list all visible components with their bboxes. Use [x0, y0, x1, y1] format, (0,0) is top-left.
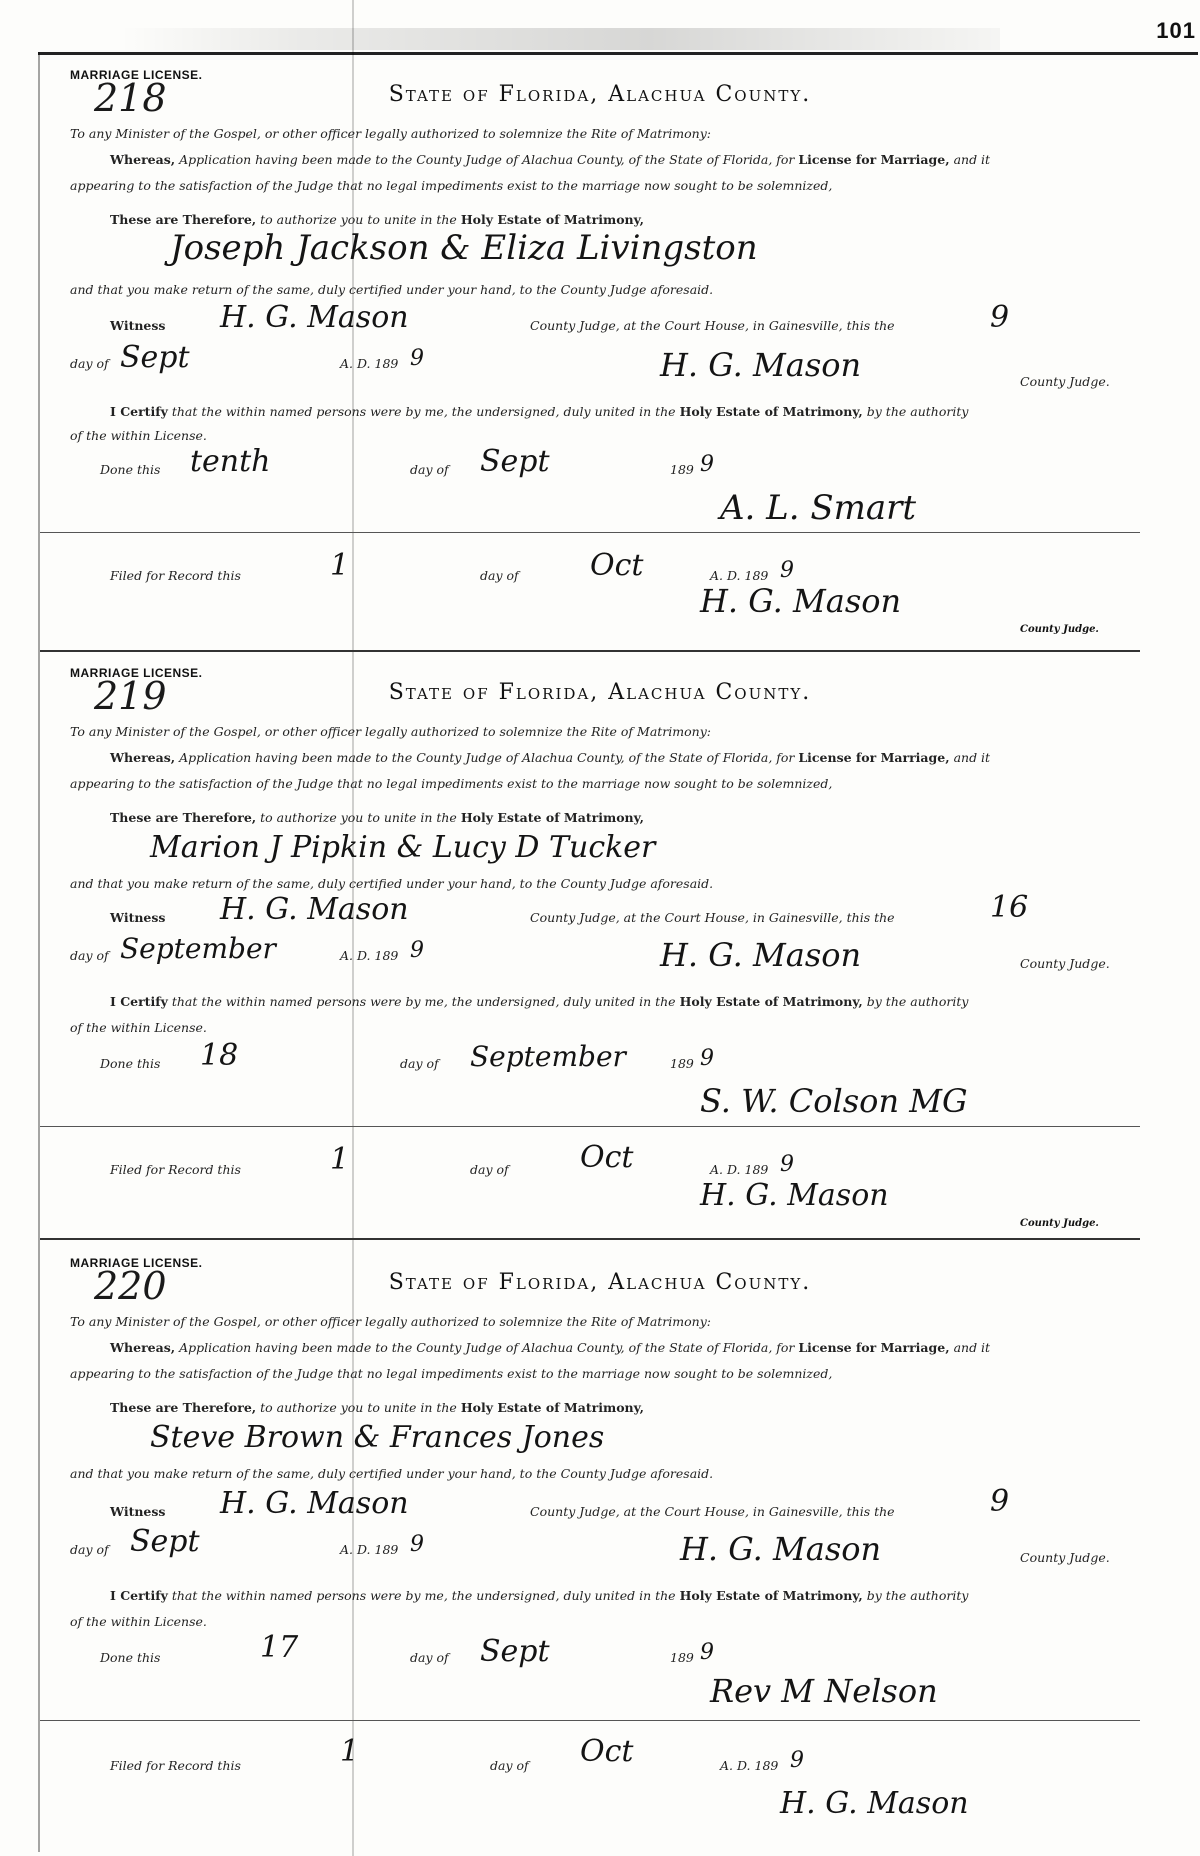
couple-names: Joseph Jackson & Eliza Livingston	[170, 228, 758, 268]
certify-line	[110, 1588, 968, 1603]
couple-names: Marion J Pipkin & Lucy D Tucker	[150, 830, 656, 865]
certify-text: that the within named persons were by me, the undersigned, duly united in the	[171, 1588, 676, 1603]
done-year: 189	[670, 1056, 694, 1071]
license-number: 219	[94, 674, 167, 718]
filed-year-digit: 9	[780, 1152, 794, 1177]
filed-county-judge: County Judge.	[1020, 624, 1099, 635]
issue-day: 9	[990, 1484, 1010, 1519]
ad-label: A. D. 189	[340, 1542, 399, 1557]
judge-signature: H. G. Mason	[660, 936, 862, 974]
day-of-label: day of	[70, 1542, 109, 1557]
witness-word: Witness	[110, 910, 166, 925]
filing-219	[60, 1126, 1140, 1229]
page-number: 101	[1156, 18, 1196, 43]
certify-line	[110, 404, 968, 419]
license-separator	[40, 650, 1140, 652]
witness-label	[110, 910, 165, 925]
filed-label: Filed for Record this	[110, 1758, 241, 1773]
done-year: 189	[670, 1650, 694, 1665]
certify-tail: by the authority	[866, 404, 969, 419]
these-line	[110, 1400, 644, 1415]
county-judge-line: County Judge, at the Court House, in Gainesville, this the	[530, 318, 895, 333]
certify-word: I Certify	[110, 404, 168, 419]
certify-word: I Certify	[110, 994, 168, 1009]
these-text: to authorize you to unite in the	[260, 810, 457, 825]
whereas-word: Whereas,	[110, 152, 176, 167]
whereas-line	[110, 750, 990, 765]
witness-name: H. G. Mason	[220, 1486, 409, 1521]
day-of-label: day of	[70, 948, 109, 963]
filing-220	[60, 1720, 1140, 1850]
officiant-signature: A. L. Smart	[720, 488, 917, 528]
certify-text: that the within named persons were by me, the undersigned, duly united in the	[171, 994, 676, 1009]
holy-estate: Holy Estate of Matrimony,	[460, 1400, 645, 1415]
these-line	[110, 212, 644, 227]
filed-year-digit: 9	[790, 1748, 804, 1773]
witness-word: Witness	[110, 1504, 166, 1519]
certify-text: that the within named persons were by me, the undersigned, duly united in the	[171, 404, 676, 419]
filed-label: Filed for Record this	[110, 1162, 241, 1177]
done-day-of: day of	[400, 1056, 439, 1071]
done-this-label: Done this	[100, 1056, 161, 1071]
whereas-tail: and it	[953, 750, 991, 765]
license-for-marriage: License for Marriage,	[798, 1340, 950, 1355]
left-margin-line	[38, 52, 40, 1852]
license-for-marriage: License for Marriage,	[798, 152, 950, 167]
appearing-line: appearing to the satisfaction of the Judge that no legal impediments exist to the marriage now sought to be solemnized,	[70, 178, 833, 193]
holy-estate: Holy Estate of Matrimony,	[460, 212, 645, 227]
couple-names: Steve Brown & Frances Jones	[150, 1420, 605, 1455]
within-license: of the within License.	[70, 1020, 207, 1035]
return-line: and that you make return of the same, duly certified under your hand, to the County Judge aforesaid.	[70, 282, 714, 297]
license-heading: State of Florida, Alachua County.	[388, 680, 812, 705]
whereas-word: Whereas,	[110, 1340, 176, 1355]
certify-holy-estate: Holy Estate of Matrimony,	[679, 994, 863, 1009]
license-number: 220	[94, 1264, 167, 1308]
license-label: MARRIAGE LICENSE.	[70, 68, 203, 82]
filed-ad: A. D. 189	[710, 1162, 769, 1177]
officiant-signature: Rev M Nelson	[710, 1672, 938, 1710]
filed-signature: H. G. Mason	[700, 1178, 889, 1213]
issue-month: September	[120, 932, 276, 965]
issue-year-digit: 9	[410, 346, 424, 371]
within-license: of the within License.	[70, 428, 207, 443]
done-year-digit: 9	[700, 1046, 714, 1071]
whereas-tail: and it	[953, 152, 991, 167]
filed-signature: H. G. Mason	[780, 1786, 969, 1821]
witness-name: H. G. Mason	[220, 892, 409, 927]
done-month: September	[470, 1040, 626, 1073]
filing-218	[60, 532, 1140, 635]
witness-word: Witness	[110, 318, 166, 333]
license-label: MARRIAGE LICENSE.	[70, 666, 203, 680]
certify-holy-estate: Holy Estate of Matrimony,	[679, 404, 863, 419]
to-minister-line: To any Minister of the Gospel, or other officer legally authorized to solemnize the Rite of Matrimony:	[70, 1314, 711, 1329]
these-text: to authorize you to unite in the	[260, 1400, 457, 1415]
certify-holy-estate: Holy Estate of Matrimony,	[679, 1588, 863, 1603]
filed-day: 1	[340, 1734, 360, 1769]
issue-year-digit: 9	[410, 1532, 424, 1557]
officiant-signature: S. W. Colson MG	[700, 1082, 968, 1120]
license-separator	[40, 1238, 1140, 1240]
done-day: 18	[200, 1038, 239, 1073]
done-year-digit: 9	[700, 1640, 714, 1665]
county-judge-label: County Judge.	[1020, 956, 1110, 971]
done-day-of: day of	[410, 1650, 449, 1665]
filed-label: Filed for Record this	[110, 568, 241, 583]
witness-name: H. G. Mason	[220, 300, 409, 335]
done-year-digit: 9	[700, 452, 714, 477]
judge-signature: H. G. Mason	[680, 1530, 882, 1568]
whereas-line	[110, 152, 990, 167]
license-heading: State of Florida, Alachua County.	[388, 82, 812, 107]
filed-ad: A. D. 189	[710, 568, 769, 583]
filed-day: 1	[330, 1142, 350, 1177]
filed-year-digit: 9	[780, 558, 794, 583]
done-month: Sept	[480, 444, 550, 479]
whereas-word: Whereas,	[110, 750, 176, 765]
filed-signature: H. G. Mason	[700, 582, 902, 620]
license-label: MARRIAGE LICENSE.	[70, 1256, 203, 1270]
filed-day-of: day of	[490, 1758, 529, 1773]
done-day: 17	[260, 1630, 299, 1665]
filed-day-of: day of	[480, 568, 519, 583]
filed-day: 1	[330, 548, 350, 583]
done-day-of: day of	[410, 462, 449, 477]
ad-label: A. D. 189	[340, 948, 399, 963]
done-year: 189	[670, 462, 694, 477]
whereas-text: Application having been made to the County Judge of Alachua County, of the State of Florida, for	[179, 1340, 795, 1355]
done-day: tenth	[190, 444, 271, 479]
scan-shadow-band	[120, 28, 1000, 50]
whereas-text: Application having been made to the County Judge of Alachua County, of the State of Florida, for	[179, 152, 795, 167]
judge-signature: H. G. Mason	[660, 346, 862, 384]
whereas-tail: and it	[953, 1340, 991, 1355]
filed-month: Oct	[590, 548, 644, 583]
done-this-label: Done this	[100, 462, 161, 477]
witness-label	[110, 318, 165, 333]
certify-tail: by the authority	[866, 1588, 969, 1603]
return-line: and that you make return of the same, duly certified under your hand, to the County Judge aforesaid.	[70, 1466, 714, 1481]
witness-label	[110, 1504, 165, 1519]
license-for-marriage: License for Marriage,	[798, 750, 950, 765]
certify-line	[110, 994, 968, 1009]
issue-year-digit: 9	[410, 938, 424, 963]
ad-label: A. D. 189	[340, 356, 399, 371]
issue-month: Sept	[130, 1524, 200, 1559]
return-line: and that you make return of the same, duly certified under your hand, to the County Judge aforesaid.	[70, 876, 714, 891]
filed-month: Oct	[580, 1734, 634, 1769]
county-judge-label: County Judge.	[1020, 374, 1110, 389]
issue-day: 9	[990, 300, 1010, 335]
appearing-line: appearing to the satisfaction of the Judge that no legal impediments exist to the marriage now sought to be solemnized,	[70, 1366, 833, 1381]
whereas-line	[110, 1340, 990, 1355]
issue-day: 16	[990, 890, 1029, 925]
done-month: Sept	[480, 1634, 550, 1669]
filed-county-judge: County Judge.	[1020, 1218, 1099, 1229]
issue-month: Sept	[120, 340, 190, 375]
county-judge-line: County Judge, at the Court House, in Gainesville, this the	[530, 1504, 895, 1519]
these-word: These are Therefore,	[110, 212, 257, 227]
top-rule	[38, 52, 1198, 55]
county-judge-line: County Judge, at the Court House, in Gainesville, this the	[530, 910, 895, 925]
done-this-label: Done this	[100, 1650, 161, 1665]
filed-month: Oct	[580, 1140, 634, 1175]
these-word: These are Therefore,	[110, 810, 257, 825]
holy-estate: Holy Estate of Matrimony,	[460, 810, 645, 825]
these-word: These are Therefore,	[110, 1400, 257, 1415]
filed-ad: A. D. 189	[720, 1758, 779, 1773]
appearing-line: appearing to the satisfaction of the Judge that no legal impediments exist to the marriage now sought to be solemnized,	[70, 776, 833, 791]
to-minister-line: To any Minister of the Gospel, or other officer legally authorized to solemnize the Rite of Matrimony:	[70, 724, 711, 739]
county-judge-label: County Judge.	[1020, 1550, 1110, 1565]
these-line	[110, 810, 644, 825]
certify-tail: by the authority	[866, 994, 969, 1009]
these-text: to authorize you to unite in the	[260, 212, 457, 227]
day-of-label: day of	[70, 356, 109, 371]
within-license: of the within License.	[70, 1614, 207, 1629]
filed-day-of: day of	[470, 1162, 509, 1177]
license-heading: State of Florida, Alachua County.	[388, 1270, 812, 1295]
to-minister-line: To any Minister of the Gospel, or other officer legally authorized to solemnize the Rite of Matrimony:	[70, 126, 711, 141]
certify-word: I Certify	[110, 1588, 168, 1603]
whereas-text: Application having been made to the County Judge of Alachua County, of the State of Florida, for	[179, 750, 795, 765]
license-number: 218	[94, 76, 167, 120]
